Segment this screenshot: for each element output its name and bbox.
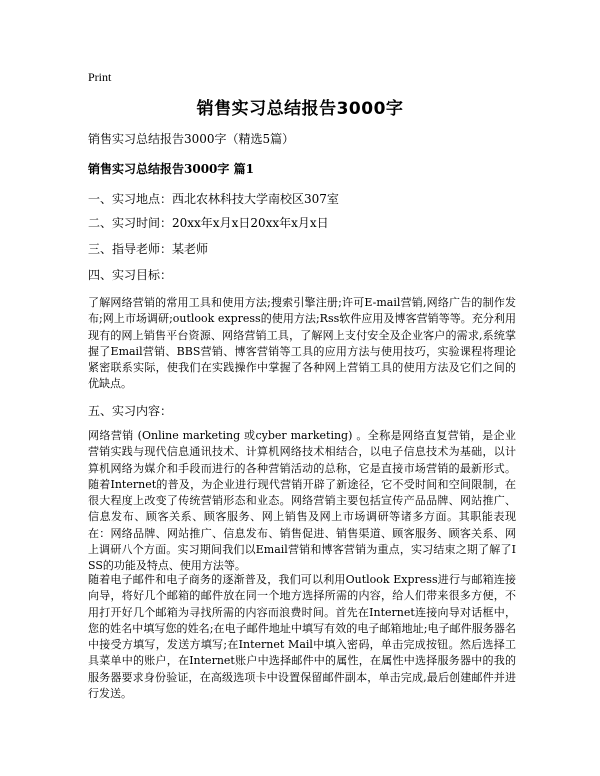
document-subtitle: 销售实习总结报告3000字（精选5篇）: [88, 132, 295, 146]
print-label: Print: [88, 70, 112, 84]
document-title: 销售实习总结报告3000字: [196, 99, 404, 119]
content-paragraph-2: 随着电子邮件和电子商务的逐渐普及，我们可以利用Outlook Express进行与邮箱连接向导，将好几个邮箱的邮件放在同一个地方选择所需的内容，给人们带来很多方便，不用打开好几个邮箱为寻找所需的内容而浪费时间。首先在Internet连接向导对话框中，您的姓名中填写您的姓名;在电子邮件地址中填写有效的电子邮箱地址;电子邮件服务器名中接受方填写，发送方填写;在Internet Mail中填入密码，单击完成按钮。然后选择工具菜单中的账户，在Internet账户中选择邮件中的属性，在属性中选择服务器中的我的服务器要求身份验证，在高级选项卡中设置保留邮件副本，单击完成,最后创建邮件并进行发送。: [88, 573, 516, 701]
goal-heading: 四、实习目标：: [88, 268, 173, 282]
section-heading: 销售实习总结报告3000字 篇1: [88, 162, 254, 176]
info-time: 二、实习时间：20xx年x月x日20xx年x月x日: [88, 216, 329, 230]
content-paragraph-1: 网络营销 (Online marketing 或cyber marketing) 。全称是网络直复营销，是企业营销实践与现代信息通讯技术、计算机网络技术相结合，以电子信息技术为基础，以计算机网络为媒介和手段而进行的各种营销活动的总称，它是直接市场营销的最新形式。随着Internet的普及，为企业进行现代营销开辟了新途径，它不受时间和空间限制，在很大程度上改变了传统营销形态和业态。网络营销主要包括宣传产品品牌、网站推广、信息发布、顾客关系、顾客服务、网上销售及网上市场调研等诸多方面。其职能表现在：网络品牌、网站推广、信息发布、销售促进、销售渠道、顾客服务、顾客关系、网上调研八个方面。实习期间我们以Email营销和博客营销为重点，实习结束之期了解了ISS的功能及特点、使用方法等。: [88, 429, 516, 573]
goal-paragraph: 了解网络营销的常用工具和使用方法;搜索引擎注册;许可E-mail营销,网络广告的制作发布;网上市场调研;outlook express的使用方法;Rss软件应用及博客营销等等。充分利用现有的网上销售平台资源、网络营销工具，了解网上支付安全及企业客户的需求,系统掌握了Email营销、BBS营销、博客营销等工具的应用方法与使用技巧，实验课程将理论紧密联系实际，使我们在实践操作中掌握了各种网上营销工具的使用方法及它们之间的优缺点。: [88, 296, 516, 391]
content-heading: 五、实习内容：: [88, 404, 173, 418]
info-teacher: 三、指导老师：某老师: [88, 242, 209, 256]
info-location: 一、实习地点：西北农林科技大学南校区307室: [88, 192, 339, 206]
